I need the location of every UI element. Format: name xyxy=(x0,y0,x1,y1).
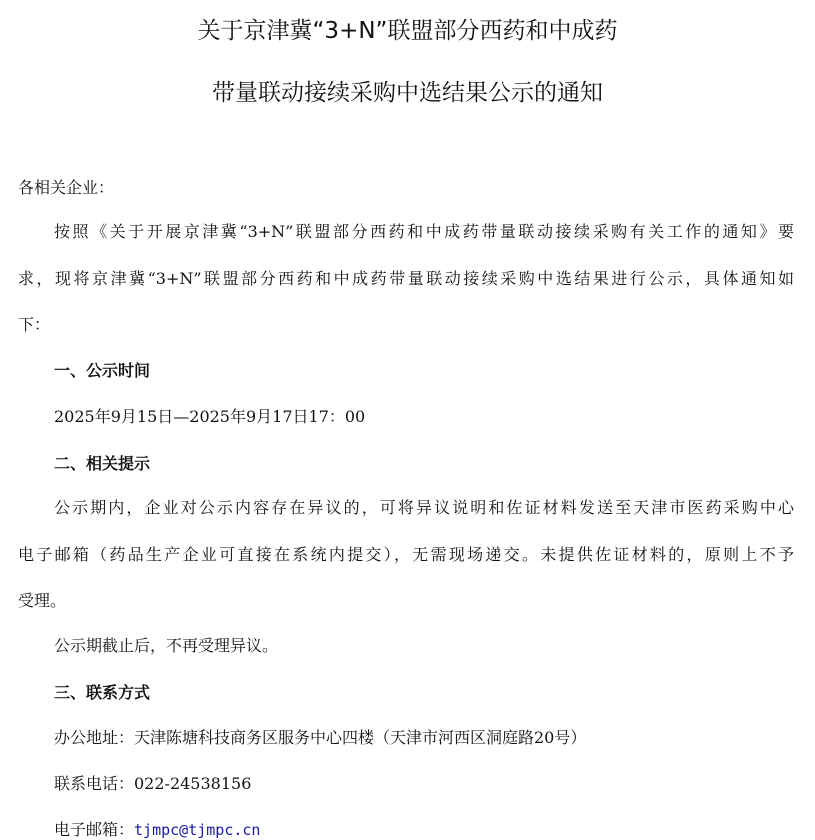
contact-email-link[interactable]: tjmpc@tjmpc.cn xyxy=(134,821,261,839)
contact-email-row xyxy=(54,817,260,840)
intro-line-1: 按照《关于开展京津冀“3+N”联盟部分西药和中成药带量联动接续采购有关工作的通知》要 xyxy=(54,222,794,241)
notes-line-2: 电子邮箱（药品生产企业可直接在系统内提交），无需现场递交。未提供佐证材料的，原则上不予 xyxy=(18,545,794,564)
title-line-2: 带量联动接续采购中选结果公示的通知 xyxy=(212,80,603,106)
contact-email-label: 电子邮箱： xyxy=(54,820,135,839)
section-heading-notes: 二、相关提示 xyxy=(54,454,151,473)
intro-line-3: 下： xyxy=(18,315,51,334)
notes-line-1: 公示期内，企业对公示内容存在异议的，可将异议说明和佐证材料发送至天津市医药采购中心 xyxy=(54,498,794,517)
salutation: 各相关企业： xyxy=(18,178,115,197)
notes-deadline: 公示期截止后，不再受理异议。 xyxy=(54,636,279,655)
section-heading-time: 一、公示时间 xyxy=(54,361,151,380)
title-line-1: 关于京津冀“3+N”联盟部分西药和中成药 xyxy=(197,18,618,44)
publicity-period: 2025年9月15日—2025年9月17日17：00 xyxy=(54,407,366,426)
contact-phone: 联系电话：022-24538156 xyxy=(54,774,252,793)
section-heading-contact: 三、联系方式 xyxy=(54,683,151,702)
intro-line-2: 求，现将京津冀“3+N”联盟部分西药和中成药带量联动接续采购中选结果进行公示，具体通知如 xyxy=(18,269,794,288)
notes-line-3: 受理。 xyxy=(18,591,67,610)
contact-address: 办公地址：天津陈塘科技商务区服务中心四楼（天津市河西区洞庭路20号） xyxy=(54,728,587,747)
